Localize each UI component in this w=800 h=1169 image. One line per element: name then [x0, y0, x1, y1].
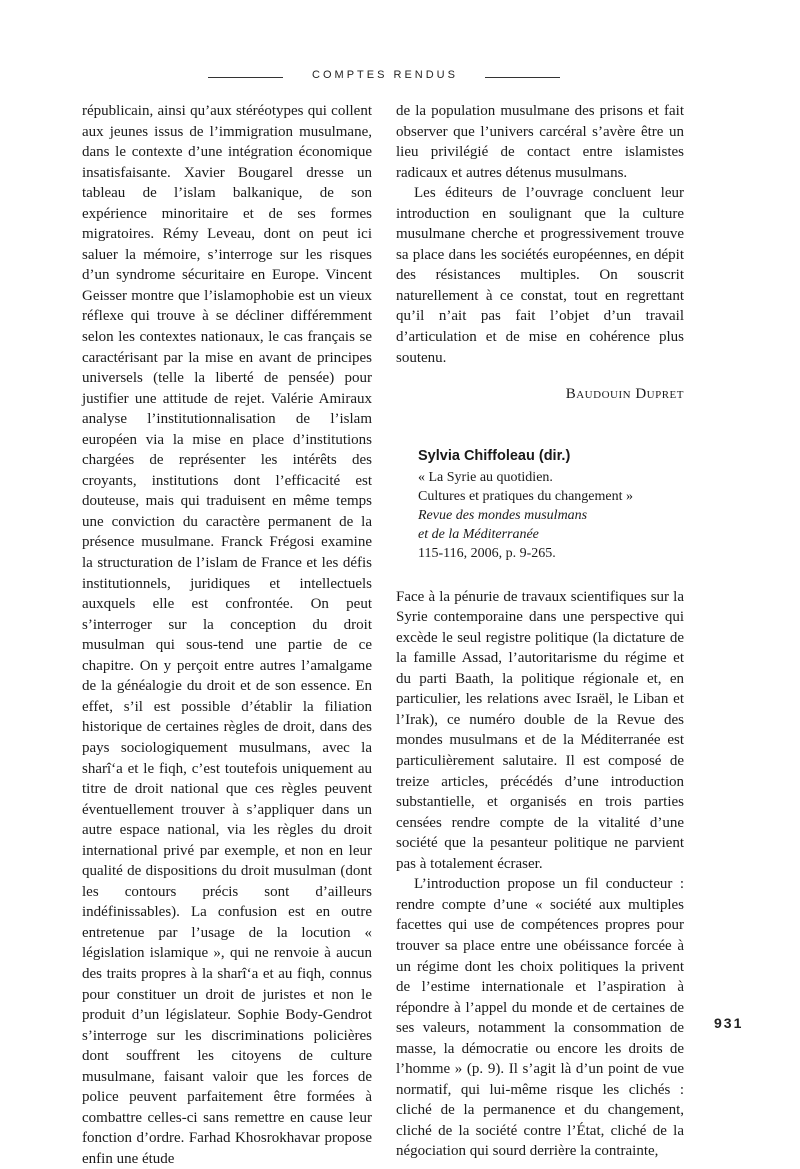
review-journal-line-2: et de la Méditerranée — [418, 526, 539, 542]
left-paragraph: républicain, ainsi qu’aux stéréotypes qui collent aux jeunes issus de l’immigration musulmane, dans le contexte d’une intégration économique insatisfaisante. Xavier Bougarel dresse un tableau de l’islam balkanique, de son expérience minoritaire et de ses formes migratoires. Rémy Leveau, dont on peut ici saluer la mémoire, s’interroge sur les risques d’un syndrome sécuritaire en Europe. Vincent Geisser montre que l’islamophobie est un vieux réflexe qui trouve à se décliner différemment selon les contextes nationaux, le cas français se caractérisant par la mise en avant de principes universels (telle la liberté de pensée) pour justifier une attitude de rejet. Valérie Amiraux analyse l’institutionnalisation de l’islam européen via la mise en place d’institutions chargées de représenter les intérêts des croyants, institutions dont l’efficacité est douteuse, mais qui traduisent en même temps une conviction du caractère permanent de la présence musulmane. Franck Frégosi examine la structuration de l’islam de France et les défis institutionnels, juridiques et intellectuels auxquels elle est confrontée. On peut s’interroger sur la conception du droit musulman qui sous-tend une partie de ce chapitre. On y perçoit entre autres l’amalgame de la généalogie du droit et de son essence. En effet, s’il est possible d’établir la filiation historique de certaines règles de droit, dans des pays sociologiquement musulmans, avec la sharî‘a et le fiqh, c’est toutefois uniquement au titre de droit national que ces règles peuvent éventuellement trouver à s’appliquer dans un autre espace national, via les règles du droit international privé par exemple, et non en leur qualité de dispositions du droit musulman (dont les contours précis sont d’ailleurs indéfinissables). La confusion est en outre entretenue par l’usage de la locution « législation islamique », qui ne renvoie à aucun des traits propres à la sharî‘a et au fiqh, connus pour constituer un droit de juristes et non le produit d’un législateur. Sophie Body-Gendrot s’interroge sur les discriminations policières dont souffrent les citoyens de culture musulmane, faisant valoir que les forces de police peuvent parfaitement être formées à combattre celles-ci sans remettre en cause leur fonction d’ordre. Farhad Khosrokhavar propose enfin une étude — [82, 103, 372, 1167]
review-signature: Baudouin Dupret — [565, 386, 684, 403]
review-title-line-2: Cultures et pratiques du changement » — [418, 488, 633, 504]
review-title-line-1: « La Syrie au quotidien. — [418, 469, 553, 485]
right-paragraph-3: Face à la pénurie de travaux scientifiques sur la Syrie contemporaine dans une perspective qui excède le seul registre politique (la dictature de la famille Assad, l’autoritarisme du régime et du parti Baath, la politique régionale et, en particulier, les relations avec Israël, le Liban et l’Irak), ce numéro double de la Revue des mondes musulmans et de la Méditerranée est particulièrement salutaire. Il est composé de treize articles, précédés d’une introduction substantielle, et organisés en trois parties censées rendre compte de la vitalité d’une société que la pesanteur politique ne parvient pas à totalement écraser. — [396, 588, 684, 872]
page-number: 931 — [714, 1015, 744, 1031]
right-paragraph-2: Les éditeurs de l’ouvrage concluent leur introduction en soulignant que la culture musulmane cherche et progressivement trouve sa place dans les sociétés européennes, en dépit des résistances multiples. On souscrit naturellement à ce constat, tout en regrettant qu’il n’ait pas fait l’objet d’un travail d’articulation et de mise en cohérence plus soutenu. — [396, 185, 684, 366]
right-paragraph-1: de la population musulmane des prisons et fait observer que l’univers carcéral s’avère être un lieu privilégié de contact entre islamistes radicaux et autres détenus musulmans. — [396, 103, 684, 181]
review-author: Sylvia Chiffoleau (dir.) — [418, 447, 571, 464]
review-details: 115-116, 2006, p. 9-265. — [418, 545, 556, 561]
right-paragraph-4: L’introduction propose un fil conducteur : rendre compte d’une « société aux multiples facettes qui use de compétences propres pour trouver sa place entre une obéissance forcée à un régime dont les choix politiques la privent de l’estime internationale et l’aspiration à répondre à l’appel du monde et de certaines de ses valeurs, notamment la consommation de masse, la démocratie ou encore les droits de l’homme » (p. 9). Il s’agit là d’un point de vue normatif, qui lui-même risque les clichés : cliché de la permanence et du changement, cliché de la société contre l’État, cliché de la négociation qui sourd derrière la contrainte, — [396, 876, 684, 1160]
right-column — [396, 101, 684, 1162]
review-citation — [396, 447, 684, 563]
header-rule-right — [485, 77, 560, 78]
review-journal-line-1: Revue des mondes musulmans — [418, 507, 588, 523]
left-column — [82, 101, 372, 1169]
running-header — [0, 68, 800, 88]
header-title: COMPTES RENDUS — [312, 69, 458, 81]
